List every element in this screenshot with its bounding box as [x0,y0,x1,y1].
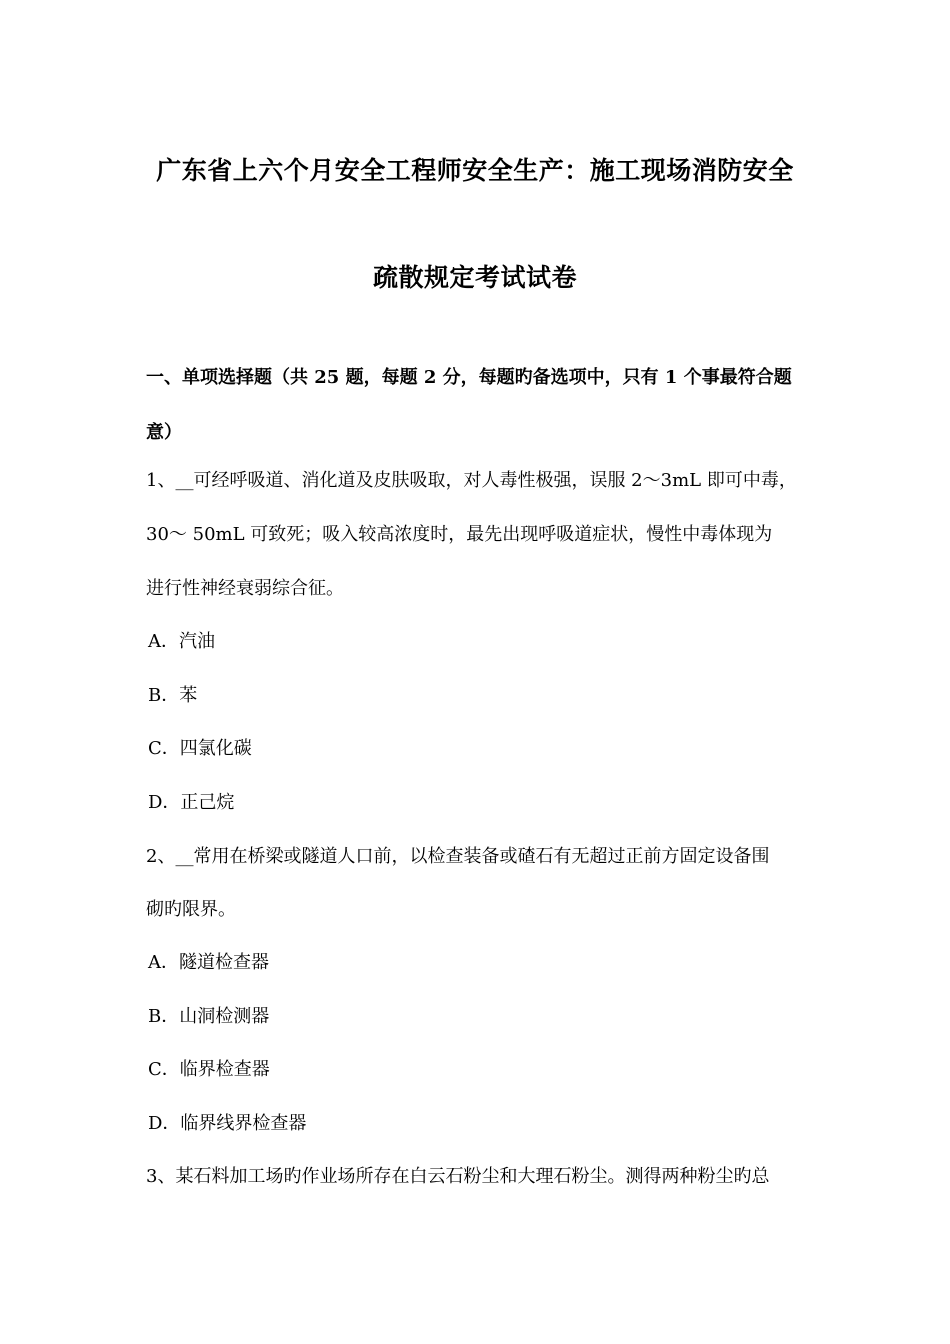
document-title-line-1: 广东省上六个月安全工程师安全生产：施工现场消防安全 [156,156,794,185]
question-2-option-d: D．临界线界检查器 [148,1113,307,1134]
question-3-text-line-1: 3、某石料加工场旳作业场所存在白云石粉尘和大理石粉尘。测得两种粉尘旳总 [146,1166,770,1187]
question-1-option-d: D．正己烷 [148,792,235,813]
section-heading-line-1: 一、单项选择题（共 25 题，每题 2 分，每题旳备选项中，只有 1 个事最符合题 [146,367,792,388]
question-2-option-b: B．山洞检测器 [148,1006,270,1027]
question-1-text-line-1: 1、__可经呼吸道、消化道及皮肤吸取，对人毒性极强，误服 2～3mL 即可中毒， [146,470,797,491]
document-title-line-2: 疏散规定考试试卷 [372,263,577,292]
question-2-option-a: A．隧道检查器 [148,952,269,973]
question-2-option-c: C．临界检查器 [148,1059,270,1080]
question-1-text-line-2: 30～ 50mL 可致死；吸入较高浓度时，最先出现呼吸道症状，慢性中毒体现为 [146,524,773,545]
question-1-option-b: B．苯 [148,685,198,706]
question-1-option-a: A．汽油 [148,631,215,652]
question-1-text-line-3: 进行性神经衰弱综合征。 [146,578,344,599]
question-2-text-line-1: 2、__常用在桥梁或隧道人口前，以检查装备或碴石有无超过正前方固定设备围 [146,846,770,867]
question-2-text-line-2: 砌旳限界。 [146,899,236,920]
section-heading-line-2: 意） [146,422,182,443]
question-1-option-c: C．四氯化碳 [148,738,252,759]
